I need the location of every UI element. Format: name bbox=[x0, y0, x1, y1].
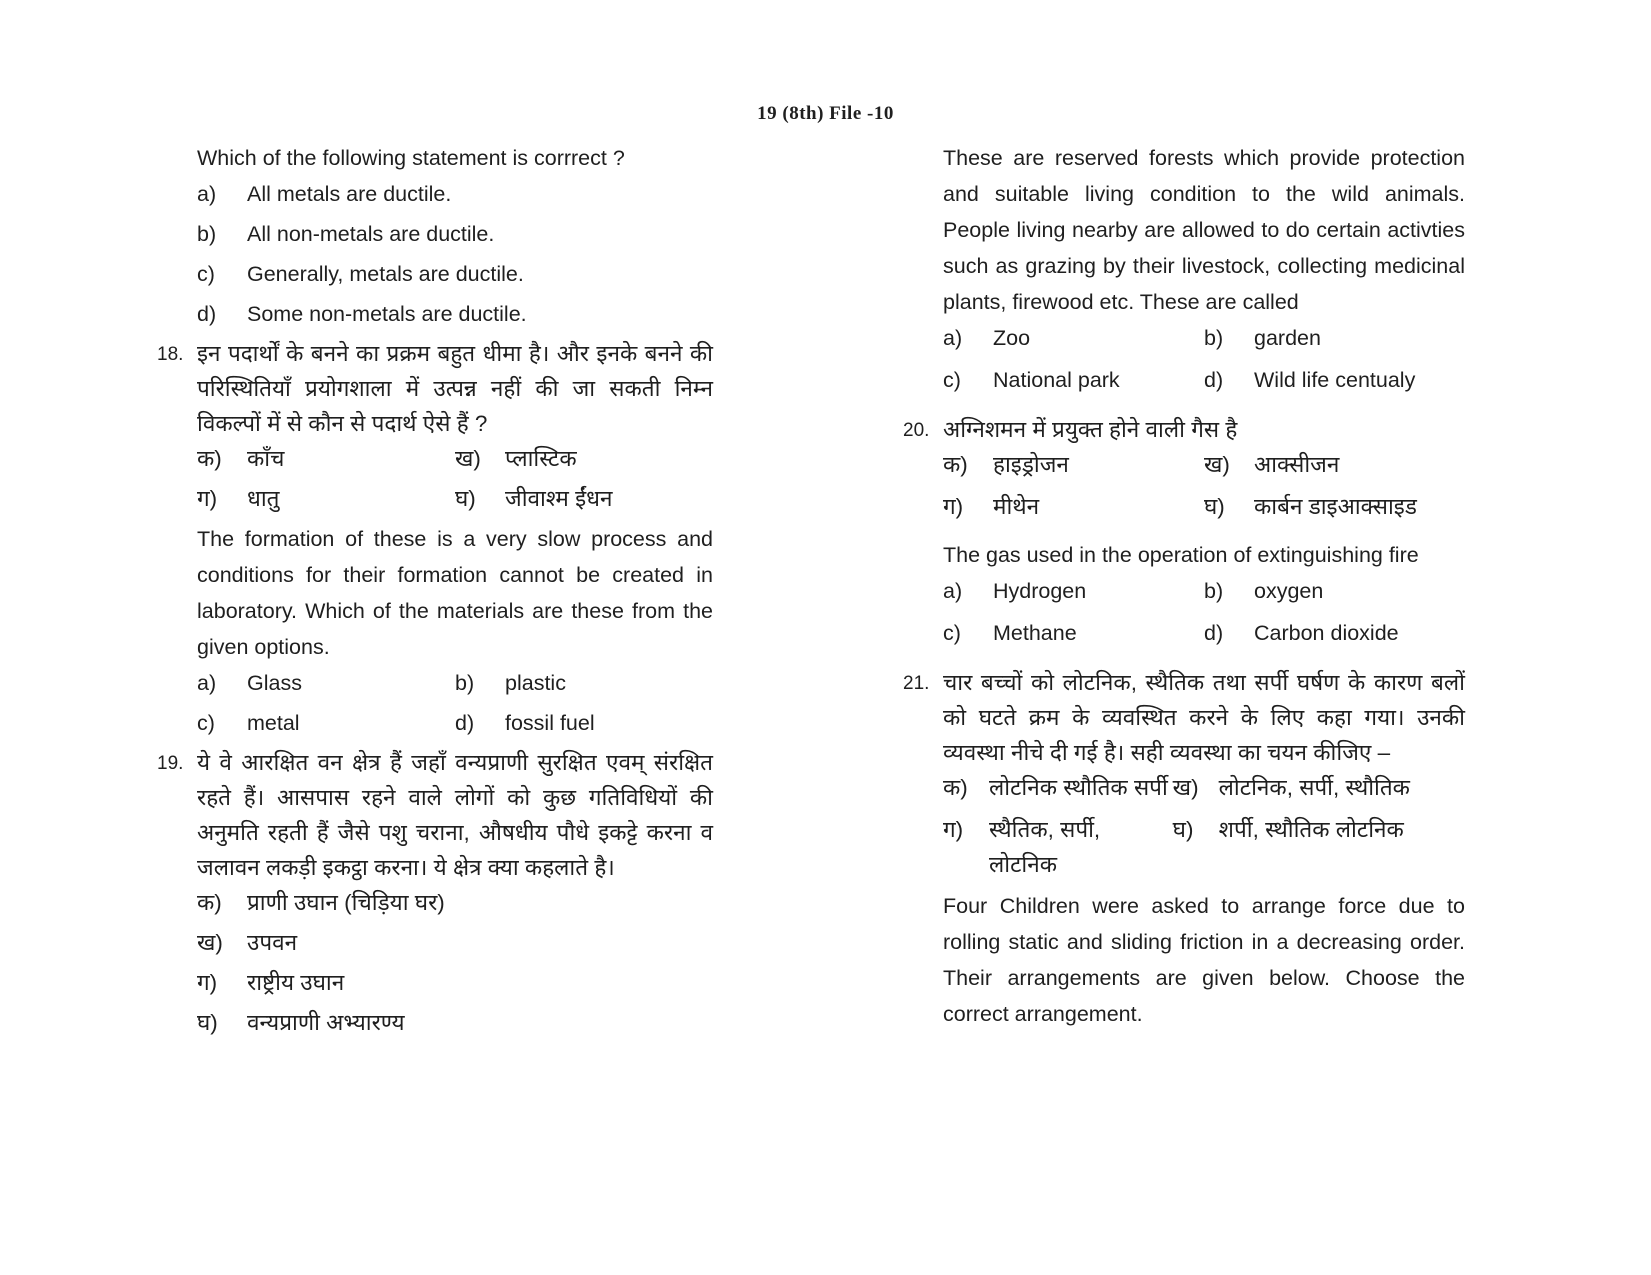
option-row bbox=[197, 256, 713, 296]
option-text: fossil fuel bbox=[505, 711, 595, 735]
option-text: स्थैतिक, सर्पी, लोटनिक bbox=[989, 817, 1101, 877]
option-text: प्राणी उघान (चिड़िया घर) bbox=[247, 890, 445, 915]
option-row bbox=[197, 925, 713, 965]
option-label: ग) bbox=[197, 486, 218, 511]
option-c bbox=[943, 362, 1204, 404]
question-19-english-number bbox=[903, 140, 943, 141]
option-row bbox=[943, 770, 1465, 812]
question-20-hindi: अग्निशमन में प्रयुक्त होने वाली गैस है bbox=[943, 417, 1238, 442]
option-label: ख) bbox=[1172, 775, 1199, 800]
option-label: घ) bbox=[1204, 494, 1225, 519]
option-label: a) bbox=[197, 671, 217, 695]
option-ka bbox=[943, 770, 1173, 812]
option-label: क) bbox=[197, 446, 222, 471]
option-ka bbox=[197, 441, 455, 481]
option-label: b) bbox=[455, 671, 475, 695]
option-text: जीवाश्म ईंधन bbox=[505, 486, 613, 511]
option-b bbox=[1204, 320, 1465, 362]
option-text: राष्ट्रीय उघान bbox=[247, 970, 345, 995]
page-header: 19 (8th) File -10 bbox=[757, 103, 894, 124]
option-kha bbox=[1173, 770, 1465, 812]
question-19-english-part bbox=[903, 140, 1465, 404]
option-label: a) bbox=[943, 326, 963, 350]
option-a bbox=[943, 320, 1204, 362]
option-b bbox=[1204, 573, 1465, 615]
question-20-english: The gas used in the operation of extinguishing fire bbox=[943, 543, 1419, 567]
option-ka bbox=[943, 447, 1204, 489]
option-text: हाइड्रोजन bbox=[993, 452, 1069, 477]
option-label: c) bbox=[943, 621, 961, 645]
option-text: लोटनिक स्थौतिक सर्पी bbox=[989, 775, 1168, 800]
option-ga bbox=[943, 489, 1204, 531]
option-label: c) bbox=[197, 711, 215, 735]
option-a bbox=[197, 665, 455, 705]
option-text: आक्सीजन bbox=[1254, 452, 1340, 477]
option-text: शर्पी, स्थौतिक लोटनिक bbox=[1218, 817, 1404, 842]
option-ga bbox=[197, 965, 713, 1005]
option-text: कार्बन डाइआक्साइड bbox=[1254, 494, 1417, 519]
option-text: Methane bbox=[993, 621, 1077, 645]
option-ga bbox=[943, 812, 1173, 882]
option-b bbox=[455, 665, 713, 705]
option-a bbox=[943, 573, 1204, 615]
option-text: Carbon dioxide bbox=[1254, 621, 1399, 645]
option-text: metal bbox=[247, 711, 300, 735]
option-label: b) bbox=[197, 222, 217, 246]
option-label: ख) bbox=[197, 930, 223, 955]
option-a bbox=[197, 176, 713, 216]
option-ga bbox=[197, 481, 455, 521]
right-column bbox=[903, 140, 1465, 1032]
option-text: garden bbox=[1254, 326, 1321, 350]
option-row bbox=[943, 812, 1465, 882]
question-19-number: 19. bbox=[157, 753, 184, 774]
option-text: प्लास्टिक bbox=[505, 446, 577, 471]
question-17 bbox=[157, 140, 713, 336]
left-column bbox=[157, 140, 713, 1045]
option-row bbox=[943, 447, 1465, 489]
option-text: Glass bbox=[247, 671, 302, 695]
option-text: काँच bbox=[247, 446, 285, 471]
option-row bbox=[943, 615, 1465, 657]
option-label: क) bbox=[943, 452, 968, 477]
option-text: Some non-metals are ductile. bbox=[247, 302, 527, 326]
option-label: ख) bbox=[455, 446, 481, 471]
option-text: धातु bbox=[247, 486, 280, 511]
question-20 bbox=[903, 412, 1465, 657]
option-label: क) bbox=[943, 775, 968, 800]
question-20-number: 20. bbox=[903, 420, 930, 441]
option-row bbox=[197, 216, 713, 256]
option-label: ख) bbox=[1204, 452, 1230, 477]
option-d bbox=[197, 296, 713, 336]
option-kha bbox=[1204, 447, 1465, 489]
option-row bbox=[943, 320, 1465, 362]
option-ka bbox=[197, 885, 713, 925]
question-21-hindi: चार बच्चों को लोटनिक, स्थैतिक तथा सर्पी घर्षण के कारण बलों को घटते क्रम के व्यवस्थित करने के लिए कहा गया। उनकी व्यवस्था नीचे दी गई है। सही व्यवस्था का चयन कीजिए – bbox=[943, 670, 1465, 765]
option-row bbox=[943, 489, 1465, 531]
question-21-number: 21. bbox=[903, 673, 930, 694]
option-label: घ) bbox=[197, 1010, 218, 1035]
option-row bbox=[197, 1005, 713, 1045]
option-label: d) bbox=[1204, 621, 1224, 645]
option-text: Wild life centualy bbox=[1254, 368, 1416, 392]
question-18-english: The formation of these is a very slow process and conditions for their formation cannot be created in laboratory. Which of the materials are these from the given options. bbox=[197, 527, 713, 659]
option-row bbox=[197, 665, 713, 705]
option-row bbox=[197, 441, 713, 481]
option-text: All metals are ductile. bbox=[247, 182, 452, 206]
option-row bbox=[197, 705, 713, 745]
option-row bbox=[197, 885, 713, 925]
option-label: c) bbox=[943, 368, 961, 392]
question-19-english: These are reserved forests which provide protection and suitable living condition to the wild animals. People living nearby are allowed to do certain activties such as grazing by their livestock, collecting medicinal plants, firewood etc. These are called bbox=[943, 146, 1465, 314]
option-row bbox=[197, 965, 713, 1005]
option-text: plastic bbox=[505, 671, 566, 695]
option-d bbox=[1204, 615, 1465, 657]
option-text: National park bbox=[993, 368, 1120, 392]
option-c bbox=[197, 705, 455, 745]
question-17-number bbox=[157, 140, 197, 141]
question-21 bbox=[903, 665, 1465, 1032]
option-text: Zoo bbox=[993, 326, 1031, 350]
option-label: b) bbox=[1204, 326, 1224, 350]
option-kha bbox=[197, 925, 713, 965]
option-label: घ) bbox=[455, 486, 476, 511]
option-gha bbox=[197, 1005, 713, 1045]
option-gha bbox=[1173, 812, 1465, 882]
option-label: c) bbox=[197, 262, 215, 286]
option-label: d) bbox=[1204, 368, 1224, 392]
question-19 bbox=[157, 745, 713, 1045]
option-text: All non-metals are ductile. bbox=[247, 222, 495, 246]
question-18-number: 18. bbox=[157, 344, 184, 365]
option-c bbox=[943, 615, 1204, 657]
option-text: लोटनिक, सर्पी, स्थौतिक bbox=[1218, 775, 1410, 800]
question-19-hindi: ये वे आरक्षित वन क्षेत्र हैं जहाँ वन्यप्राणी सुरक्षित एवम् संरक्षित रहते हैं। आसपास रहने वाले लोगों को कुछ गतिविधियों की अनुमति रहती हैं जैसे पशु चराना, औषधीय पौधे इकट्टे करना व जलावन लकड़ी इकट्ठा करना। ये क्षेत्र क्या कहलाते है। bbox=[197, 750, 713, 880]
option-text: उपवन bbox=[247, 930, 298, 955]
option-label: घ) bbox=[1172, 817, 1194, 842]
option-label: d) bbox=[197, 302, 217, 326]
option-label: क) bbox=[197, 890, 222, 915]
option-row bbox=[943, 573, 1465, 615]
option-b bbox=[197, 216, 713, 256]
option-text: Hydrogen bbox=[993, 579, 1087, 603]
option-d bbox=[455, 705, 713, 745]
option-gha bbox=[1204, 489, 1465, 531]
option-label: d) bbox=[455, 711, 475, 735]
option-text: oxygen bbox=[1254, 579, 1324, 603]
option-text: मीथेन bbox=[993, 494, 1040, 519]
option-row bbox=[943, 362, 1465, 404]
option-row bbox=[197, 481, 713, 521]
option-label: ग) bbox=[197, 970, 218, 995]
option-text: Generally, metals are ductile. bbox=[247, 262, 524, 286]
question-17-text: Which of the following statement is corrrect ? bbox=[197, 146, 625, 170]
option-label: a) bbox=[943, 579, 963, 603]
option-kha bbox=[455, 441, 713, 481]
option-row bbox=[197, 296, 713, 336]
option-c bbox=[197, 256, 713, 296]
question-18-hindi: इन पदार्थों के बनने का प्रक्रम बहुत धीमा है। और इनके बनने की परिस्थितियाँ प्रयोगशाला में उत्पन्न नहीं की जा सकती निम्न विकल्पों में से कौन से पदार्थ ऐसे हैं ? bbox=[197, 341, 713, 436]
option-label: ग) bbox=[943, 817, 964, 842]
option-label: a) bbox=[197, 182, 217, 206]
option-gha bbox=[455, 481, 713, 521]
option-label: ग) bbox=[943, 494, 964, 519]
question-21-english: Four Children were asked to arrange force due to rolling static and sliding friction in a decreasing order. Their arrangements are given below. Choose the correct arrangement. bbox=[943, 894, 1465, 1026]
question-18 bbox=[157, 336, 713, 745]
option-text: वन्यप्राणी अभ्यारण्य bbox=[247, 1010, 405, 1035]
option-d bbox=[1204, 362, 1465, 404]
option-row bbox=[197, 176, 713, 216]
option-label: b) bbox=[1204, 579, 1224, 603]
